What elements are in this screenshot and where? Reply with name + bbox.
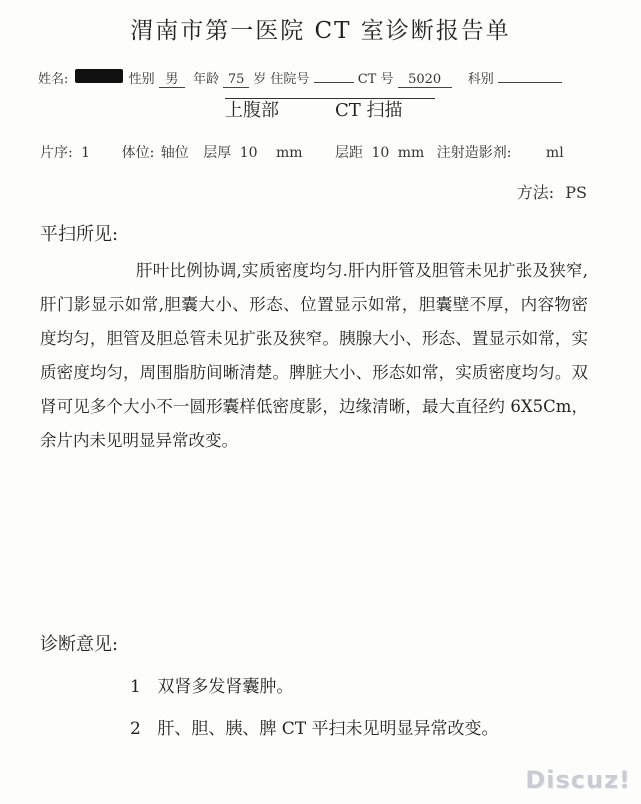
position-value: 轴位 — [160, 145, 189, 161]
age-unit: 岁 — [253, 72, 267, 87]
thickness-unit: mm — [275, 145, 303, 161]
method-value: PS — [565, 183, 587, 202]
position-label: 体位: — [121, 145, 155, 161]
report-title: 渭南市第一医院 CT 室诊断报告单 — [130, 18, 511, 44]
diagnosis-list — [130, 672, 499, 756]
ct-no-value: 5020 — [398, 72, 452, 88]
thickness-value: 10 — [239, 145, 258, 161]
redacted-name — [75, 69, 123, 83]
ct-no-label: CT 号 — [357, 72, 394, 87]
sex-value: 男 — [159, 68, 185, 88]
spacing-unit: mm — [397, 145, 425, 161]
scan-params-row — [40, 142, 564, 162]
diagnosis-item-number: 1 — [130, 677, 141, 697]
dept-value — [498, 82, 562, 83]
findings-body — [40, 254, 588, 458]
scan-description — [225, 96, 435, 121]
diagnosis-item-text: 肝、胆、胰、脾 CT 平扫未见明显异常改变。 — [157, 719, 499, 739]
sequence-value: 1 — [81, 145, 91, 161]
admission-label: 住院号 — [270, 72, 310, 87]
forum-watermark: Discuz! — [525, 766, 631, 794]
diagnosis-item — [130, 672, 499, 714]
name-label: 姓名: — [38, 72, 69, 87]
age-label: 年龄 — [192, 72, 219, 87]
admission-value — [314, 82, 354, 83]
patient-info-row — [38, 68, 562, 88]
thickness-label: 层厚 — [203, 145, 232, 161]
age-value: 75 — [223, 72, 249, 88]
scan-type: CT 扫描 — [335, 100, 403, 121]
diagnosis-heading: 诊断意见: — [40, 634, 119, 655]
findings-heading: 平扫所见: — [40, 224, 119, 245]
findings-text: 肝叶比例协调,实质密度均匀.肝内肝管及胆管未见扩张及狭窄,肝门影显示如常,胆囊大小、形态、位置显示如常，胆囊壁不厚，内容物密度均匀，胆管及胆总管未见扩张及狭窄。胰腺大小、形态、置显示如常，实质密度均匀，周围脂肪间晰清楚。脾脏大小、形态如常，实质密度均匀。双肾可见多个大小不一圆形囊样低密度影，边缘清晰，最大直径约 6X5Cm，余片内未见明显异常改变。 — [40, 261, 588, 450]
method-line — [517, 180, 587, 203]
dept-label: 科别 — [467, 72, 494, 87]
sex-label: 性别 — [128, 72, 155, 87]
diagnosis-item — [130, 714, 499, 756]
spacing-value: 10 — [371, 145, 390, 161]
diagnosis-item-number: 2 — [130, 719, 141, 739]
diagnosis-item-text: 双肾多发肾囊肿。 — [157, 677, 294, 697]
method-label: 方法: — [516, 183, 555, 202]
sequence-label: 片序: — [40, 145, 73, 161]
contrast-unit: ml — [545, 145, 564, 161]
contrast-label: 注射造影剂: — [436, 145, 512, 161]
scan-part: 上腹部 — [225, 100, 279, 121]
spacing-label: 层距 — [335, 145, 363, 161]
